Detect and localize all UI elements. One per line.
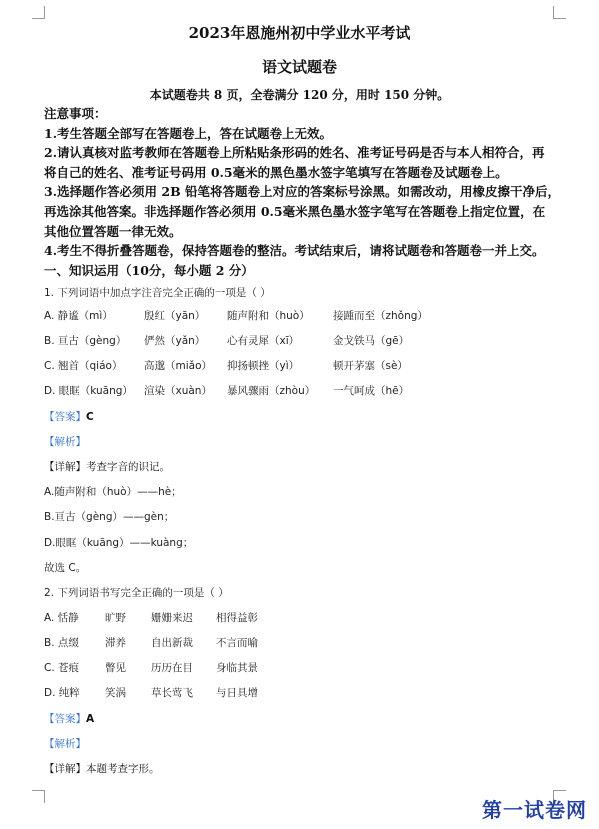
instruction-line: 再选涂其他答案。非选择题作答必须用 0.5毫米黑色墨水签字笔写在答题卷上指定位置，在 bbox=[44, 203, 546, 219]
q1-option-item: A. 静谧（mì） bbox=[44, 310, 113, 322]
analysis-label: 【解析】 bbox=[44, 738, 86, 750]
detail-label: 【详解】 bbox=[44, 461, 86, 473]
q1-option-item: 金戈铁马（gē） bbox=[333, 335, 410, 347]
q1-option-item: 接踵而至（zhǒng） bbox=[333, 310, 428, 322]
q2-detail bbox=[44, 761, 160, 776]
q1-conclusion: 故选 C。 bbox=[44, 562, 87, 574]
q2-option-item: 滞养 bbox=[105, 637, 126, 649]
crop-mark-top-left bbox=[32, 6, 45, 19]
q2-option-item: 相得益彰 bbox=[216, 612, 258, 624]
q2-option-item: C. 苍痕 bbox=[44, 662, 80, 674]
exam-subtitle: 本试题卷共 8 页，全卷满分 120 分，用时 150 分钟。 bbox=[149, 88, 450, 102]
q2-option-item: 笑涡 bbox=[105, 687, 126, 699]
crop-mark-bottom-left bbox=[32, 790, 45, 803]
site-watermark: 第一试卷网 bbox=[482, 798, 587, 822]
exam-title: 2023年恩施州初中学业水平考试 bbox=[188, 24, 411, 42]
q1-option-item: 暴风骤雨（zhòu） bbox=[227, 385, 316, 397]
q2-analysis bbox=[44, 736, 86, 751]
instruction-line: 2.请认真核对监考教师在答题卷上所粘贴条形码的姓名、准考证号码是否与本人相符合，再 bbox=[44, 145, 545, 161]
q1-option-item: 心有灵犀（xī） bbox=[227, 335, 300, 347]
q1-option-item: 殷红（yān） bbox=[144, 310, 206, 322]
q1-option-item: 随声附和（huò） bbox=[227, 310, 310, 322]
q1-option-item: B. 亘古（gèng） bbox=[44, 335, 127, 347]
answer-value: A bbox=[86, 713, 95, 725]
q2-option-item: B. 点缀 bbox=[44, 637, 79, 649]
q2-option-item: 与日具增 bbox=[216, 687, 258, 699]
q1-option-item: 抑扬顿挫（yì） bbox=[227, 360, 300, 372]
answer-value: C bbox=[86, 411, 94, 423]
q1-option-item: C. 翘首（qiáo） bbox=[44, 360, 123, 372]
analysis-label: 【解析】 bbox=[44, 436, 86, 448]
crop-mark-top-right bbox=[553, 6, 566, 19]
instruction-line: 1.考生答题全部写在答题卷上，答在试题卷上无效。 bbox=[44, 125, 333, 141]
q2-option-item: D. 纯粹 bbox=[44, 687, 80, 699]
question-2-stem: 2. 下列词语书写完全正确的一项是（ ） bbox=[44, 587, 229, 599]
q2-option-item: 自出新裁 bbox=[151, 637, 193, 649]
instruction-line: 其他位置答题一律无效。 bbox=[44, 223, 182, 239]
q1-explanation-line: A.随声附和（huò）——hè； bbox=[44, 486, 182, 498]
instruction-line: 将自己的姓名、准考证号码用 0.5毫米的黑色墨水签字笔填写在答题卷及试题卷上。 bbox=[44, 164, 508, 180]
q1-option-item: 高邈（miǎo） bbox=[144, 360, 213, 372]
q1-analysis bbox=[44, 434, 86, 449]
q2-option-item: 历历在目 bbox=[151, 662, 193, 674]
q2-option-item: 旷野 bbox=[105, 612, 126, 624]
instruction-line: 3.选择题作答必须用 2B 铅笔将答题卷上对应的答案标号涂黑。如需改动，用橡皮擦干净后， bbox=[44, 184, 561, 200]
q1-option-item: 渲染（xuàn） bbox=[144, 385, 212, 397]
q1-option-item: 俨然（yǎn） bbox=[144, 335, 206, 347]
q2-option-item: A. 恬静 bbox=[44, 612, 79, 624]
q1-explanation-line: D.眼眶（kuāng）——kuàng； bbox=[44, 537, 194, 549]
q1-option-item: 顿开茅塞（sè） bbox=[333, 360, 408, 372]
q2-option-item: 身临其景 bbox=[216, 662, 258, 674]
q2-option-item: 瞥见 bbox=[105, 662, 126, 674]
answer-label: 【答案】 bbox=[44, 713, 86, 725]
instructions-heading: 注意事项： bbox=[44, 106, 107, 121]
instruction-line: 4.考生不得折叠答题卷，保持答题卷的整洁。考试结束后，请将试题卷和答题卷一并上交。 bbox=[44, 243, 545, 259]
detail-text: 本题考查字形。 bbox=[86, 763, 160, 775]
q1-answer bbox=[44, 409, 94, 424]
exam-subject: 语文试题卷 bbox=[261, 58, 337, 76]
q2-answer bbox=[44, 711, 94, 726]
instructions bbox=[44, 104, 574, 280]
q1-detail bbox=[44, 459, 170, 474]
detail-text: 考查字音的识记。 bbox=[86, 461, 170, 473]
section-heading: 一、知识运用（10分，每小题 2 分） bbox=[44, 262, 254, 278]
q1-explanation-line: B.亘古（gèng）——gèn； bbox=[44, 511, 175, 523]
q2-option-item: 不言而喻 bbox=[216, 637, 258, 649]
q1-option-item: 一气呵成（hē） bbox=[333, 385, 410, 397]
question-1-stem: 1. 下列词语中加点字注音完全正确的一项是（ ） bbox=[44, 287, 271, 299]
q2-option-item: 草长莺飞 bbox=[151, 687, 193, 699]
q1-option-item: D. 眼眶（kuāng） bbox=[44, 385, 133, 397]
answer-label: 【答案】 bbox=[44, 411, 86, 423]
q2-option-item: 姗姗来迟 bbox=[151, 612, 193, 624]
detail-label: 【详解】 bbox=[44, 763, 86, 775]
